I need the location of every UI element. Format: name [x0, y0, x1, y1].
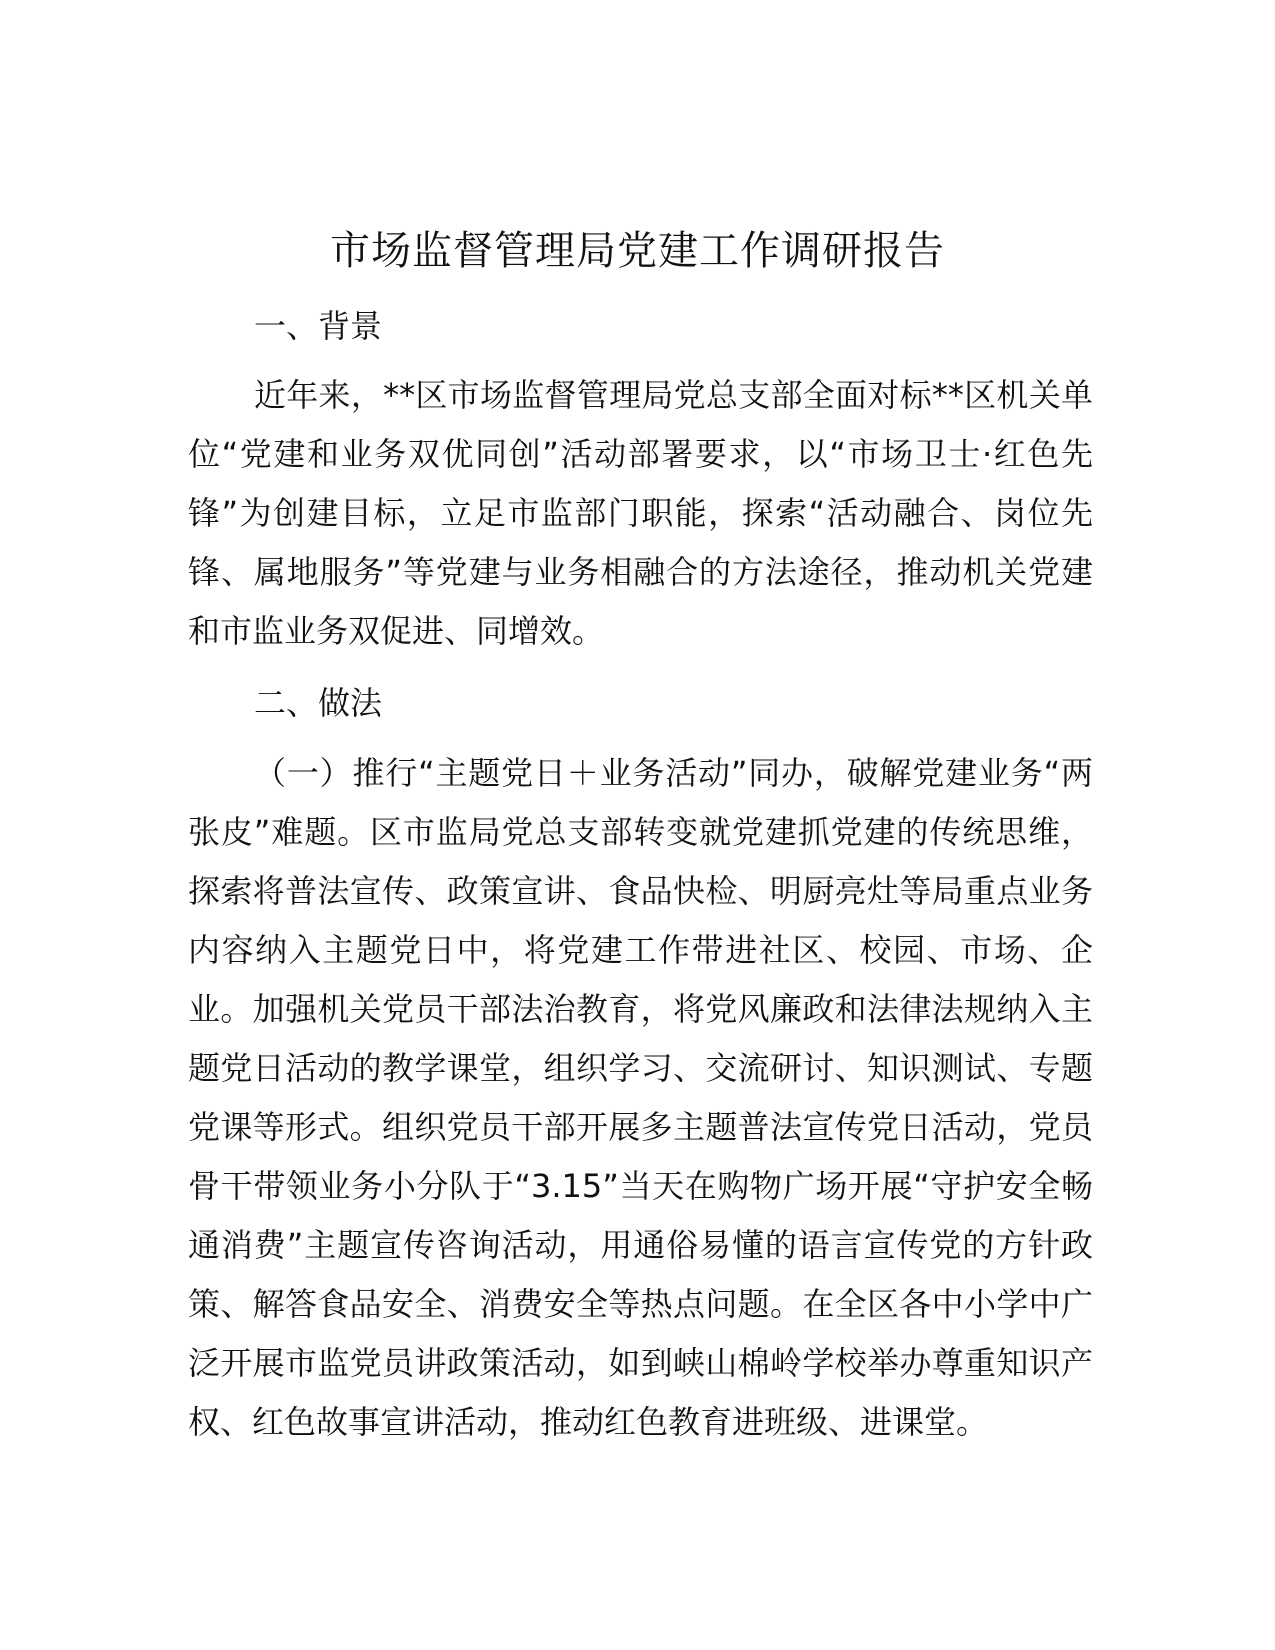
section-heading-practices: 二、做法 — [254, 684, 383, 722]
section-heading-background: 一、背景 — [254, 307, 383, 345]
paragraph-practice-1: （一）推行“主题党日＋业务活动”同办，破解党建业务“两张皮”难题。区市监局党总支部转变就党建抓党建的传统思维，探索将普法宣传、政策宣讲、食品快检、明厨亮灶等局重点业务内容纳入主题党日中，将党建工作带进社区、校园、市场、企业。加强机关党员干部法治教育，将党风廉政和法律法规纳入主题党日活动的教学课堂，组织学习、交流研讨、知识测试、专题党课等形式。组织党员干部开展多主题普法宣传党日活动，党员骨干带领业务小分队于“3.15”当天在购物广场开展“守护安全畅通消费”主题宣传咨询活动，用通俗易懂的语言宣传党的方针政策、解答食品安全、消费安全等热点问题。在全区各中小学中广泛开展市监党员讲政策活动，如到峡山棉岭学校举办尊重知识产权、红色故事宣讲活动，推动红色教育进班级、进课堂。 — [188, 754, 1093, 1441]
document-title: 市场监督管理局党建工作调研报告 — [330, 228, 945, 274]
paragraph-background: 近年来，**区市场监督管理局党总支部全面对标**区机关单位“党建和业务双优同创”活动部署要求，以“市场卫士·红色先锋”为创建目标，立足市监部门职能，探索“活动融合、岗位先锋、属地服务”等党建与业务相融合的方法途径，推动机关党建和市监业务双促进、同增效。 — [188, 376, 1093, 650]
